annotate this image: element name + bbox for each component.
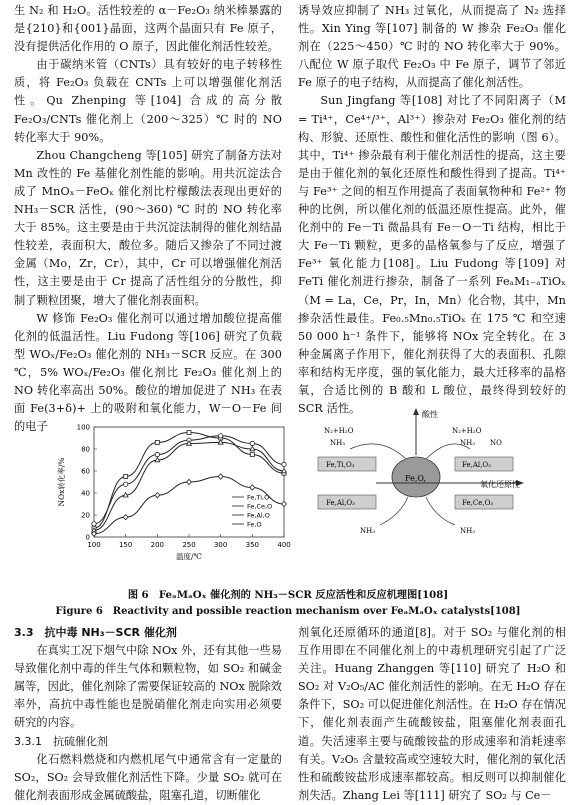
data-point — [155, 440, 159, 444]
acidity-label: 酸性 — [422, 410, 438, 419]
flow-arrow-4 — [426, 497, 455, 525]
left-mid-label: NH₃ — [330, 439, 346, 447]
data-point — [218, 474, 223, 479]
paragraph: 诱导效应抑制了 NH₃ 过氧化，从而提高了 N₂ 选择性。Xin Ying 等[107] 制备的 W 掺杂 Fe₂O₃ 催化剂在（225～450）℃ 时的 NO 转化率大于 90%。八配位 W 原子取代 Fe₂O₃ 中 Fe 原子，调节了邻近 Fe 原子的电子结构，从而提高了催化剂活性。 — [298, 4, 566, 90]
left-top-label: N₂+H₂O — [324, 427, 354, 435]
paragraph: Zhou Changcheng 等[105] 研究了制备方法对 Mn 改性的 Fe 基催化剂性能的影响。用共沉淀法合成了 MnOₓ－FeOₓ 催化剂比柠檬酸法表现出更好的 NH₃－SCR 活性，(90～360) ℃ 时的 NO 转化率大于 85%。这主要是由于共沉淀法制得的催化剂结晶性较差，表面积大，酸位多。随后又掺杂了不同过渡金属（Mo，Zr，Cr），其中，Cr 可以增强催化剂活性，这主要是由于 Cr 提高了活性组分的分散性，抑制了颗粒团聚，增大了催化剂表面积。 — [14, 148, 282, 307]
paragraph: 由于碳纳米管（CNTs）具有较好的电子转移性质，将 Fe₂O₃ 负载在 CNTs 上可以增强催化剂活性。Qu Zhenping 等[104] 合成的高分散 Fe₂O₃/CNTs 催化剂上（200～325）℃ 时的 NO 转化率大于 90%。 — [14, 58, 282, 144]
data-point — [282, 501, 287, 506]
data-point — [250, 453, 254, 457]
x-tick-label: 300 — [213, 541, 228, 549]
acidity-arrow — [413, 408, 419, 415]
data-point — [250, 485, 255, 490]
paragraph: 化石燃料燃烧和内燃机尾气中通常含有一定量的 SO₂，SO₂ 会导致催化剂活性下降。少量 SO₂ 就可在催化剂表面形成金属硫酸盐，阻塞孔道，切断催化 — [14, 752, 282, 802]
data-point — [282, 462, 286, 466]
legend-label: Fe,Al,O — [247, 511, 270, 520]
data-point — [218, 434, 222, 438]
y-tick-label: 80 — [81, 445, 90, 454]
x-tick-label: 150 — [118, 541, 133, 549]
subsection-heading: 3.3.1 抗硫催化剂 — [14, 734, 108, 748]
data-point — [123, 515, 128, 520]
right-box2-label: Fe,Ce,O₃ — [462, 499, 494, 507]
redox-label: 氧化还原性 — [480, 480, 520, 489]
figure-caption-zh: 图 6 FeₐMₐOₓ 催化剂的 NH₃－SCR 反应活性和反应机理图[108] — [127, 589, 449, 601]
center-label: Fe,O, — [405, 474, 427, 483]
figure-6 — [50, 405, 530, 590]
left-box2-label: Fe,Al,O₃ — [326, 499, 355, 507]
section-heading: 3.3 抗中毒 NH₃－SCR 催化剂 — [14, 626, 177, 639]
y-axis-label: NOx转化率/% — [57, 457, 66, 507]
bottom-right-label: NH₃ — [460, 527, 476, 535]
data-point — [123, 482, 127, 486]
conversion-chart — [56, 424, 291, 562]
data-point — [155, 452, 159, 456]
paragraph: Sun Jingfang 等[108] 对比了不同阳离子（M = Ti⁴⁺，Ce⁴⁺/³⁺，Al³⁺）掺杂对 Fe₂O₃ 催化剂的结构、形貌、还原性、酸性和催化活性的影响（图 6）。其中，Ti⁴⁺ 掺杂最有利于催化剂活性的提高，这主要是由于催化剂的氧化还原性和酸性得到了提高。Ti⁴⁺ 与 Fe³⁺ 之间的相互作用提高了表面氧物种和 Fe²⁺ 物种的比例，所以催化剂的低温还原性提高。此外，催化剂中的 Fe－Ti 微晶具有 Fe－O－Ti 结构，相比于大 Fe－Ti 颗粒，更多的晶格氧参与了反应，增强了 Fe³⁺ 氧化能力[108]。Liu Fudong 等[109] 对 FeTi 催化剂进行掺杂，制备了一系列 FeₐM₁₋ₐTiOₓ（M = La，Ce，Pr，In，Mn）化合物，其中，Mn 掺杂活性最佳。Fe₀.₅Mn₀.₅TiOₓ 在 175 ℃ 和空速 50 000 h⁻¹ 条件下，能够将 NOx 完全转化。在 3 种金属离子作用下，催化剂获得了大的表面积、孔隙率和结构无序度，强的氧化能力，最大迁移率的晶格氧，合适比例的 B 酸和 L 酸位，最终得到较好的 SCR 活性。 — [298, 94, 566, 416]
paragraph: 生 N₂ 和 H₂O。活性较差的 α－Fe₂O₃ 纳米棒暴露的是{210}和{001}晶面，这两个晶面只有 Fe 原子，没有提供活化作用的 O 原子，因此催化剂活性较差。 — [14, 4, 282, 54]
right-mid2-label: NO — [490, 439, 502, 447]
mechanism-diagram — [318, 408, 524, 535]
x-tick-label: 100 — [87, 541, 101, 549]
y-tick-label: 0 — [85, 533, 90, 542]
flow-arrow-3 — [380, 497, 408, 525]
left-box1-label: Fe,Ti,O₃ — [326, 461, 355, 469]
paragraph: 剂氧化还原循环的通道[8]。对于 SO₂ 与催化剂的相互作用即在不同催化剂上的中毒机理研究引起了广泛关注。Huang Zhanggen 等[110] 研究了 H₂O 和 SO₂ 对 V₂O₅/AC 催化剂活性的影响。在无 H₂O 存在条件下，SO₂ 可以促进催化剂活性。在 H₂O 存在情况下，催化剂表面产生硫酸铵盐，阻塞催化剂表面孔道。失活速率主要与硫酸铵盐的形成速率和消耗速率有关。V₂O₅ 含量较高或空速较大时，催化剂的氧化活性和硫酸铵盐形成速率都较高。相反则可以抑制催化剂失活。Zhang Lei 等[111] 研究了 SO₂ 与 Ce－ — [298, 626, 566, 802]
legend-label: Fe,Ti,O — [247, 493, 270, 502]
data-point — [92, 522, 96, 526]
data-point — [155, 493, 160, 498]
data-point — [187, 479, 192, 484]
y-tick-label: 60 — [81, 467, 90, 476]
right-mid1-label: NH₃ — [460, 439, 476, 447]
figure-caption-en: Figure 6 Reactivity and possible reaction mechanism over FeₐMₐOₓ catalysts[108] — [55, 606, 521, 617]
y-tick-label: 20 — [81, 511, 90, 520]
paragraph: W 修饰 Fe₂O₃ 催化剂可以通过增加酸位提高催化剂的低温活性。Liu Fudong 等[106] 研究了负载型 WOₓ/Fe₂O₃ 催化剂的 NH₃－SCR 反应。在 300 ℃，5% WOₓ/Fe₂O₃ 催化剂比 Fe₂O₃ 催化剂上的 NO 转化率高出 50%。酸位的增加促进了 NH₃ 在表面 Fe(3+δ)+ 上的吸附和氧化能力，W－O－Fe 间的电子 — [14, 311, 282, 434]
x-tick-label: 350 — [245, 541, 260, 549]
data-point — [124, 475, 128, 479]
left-column — [14, 2, 282, 436]
bottom-right-column — [298, 624, 566, 805]
right-top-label: N₂+H₂O — [452, 427, 482, 435]
legend-label: Fe,O — [247, 520, 262, 529]
x-tick-label: 400 — [277, 541, 291, 549]
right-box1-label: Fe,Al,O₃ — [462, 461, 491, 469]
bottom-left-column — [14, 624, 282, 805]
data-point — [187, 431, 191, 435]
legend-label: Fe,Ce,O — [247, 502, 273, 511]
y-tick-label: 100 — [76, 423, 90, 432]
right-column — [298, 2, 566, 418]
x-axis-label: 温度/℃ — [176, 552, 202, 561]
x-tick-label: 250 — [182, 541, 196, 549]
data-point — [250, 441, 254, 445]
bottom-left-label: NH₃ — [360, 527, 376, 535]
x-tick-label: 200 — [150, 541, 165, 549]
paragraph: 在真实工况下烟气中除 NOx 外，还有其他一些易导致催化剂中毒的伴生气体和颗粒物，如 SO₂ 和碱金属等，因此，催化剂除了需要保证较高的 NOx 脱除效率外，高抗中毒性能也是脱硝催化剂走向实用必须要研究的内容。 — [14, 644, 282, 730]
y-tick-label: 40 — [81, 489, 90, 498]
